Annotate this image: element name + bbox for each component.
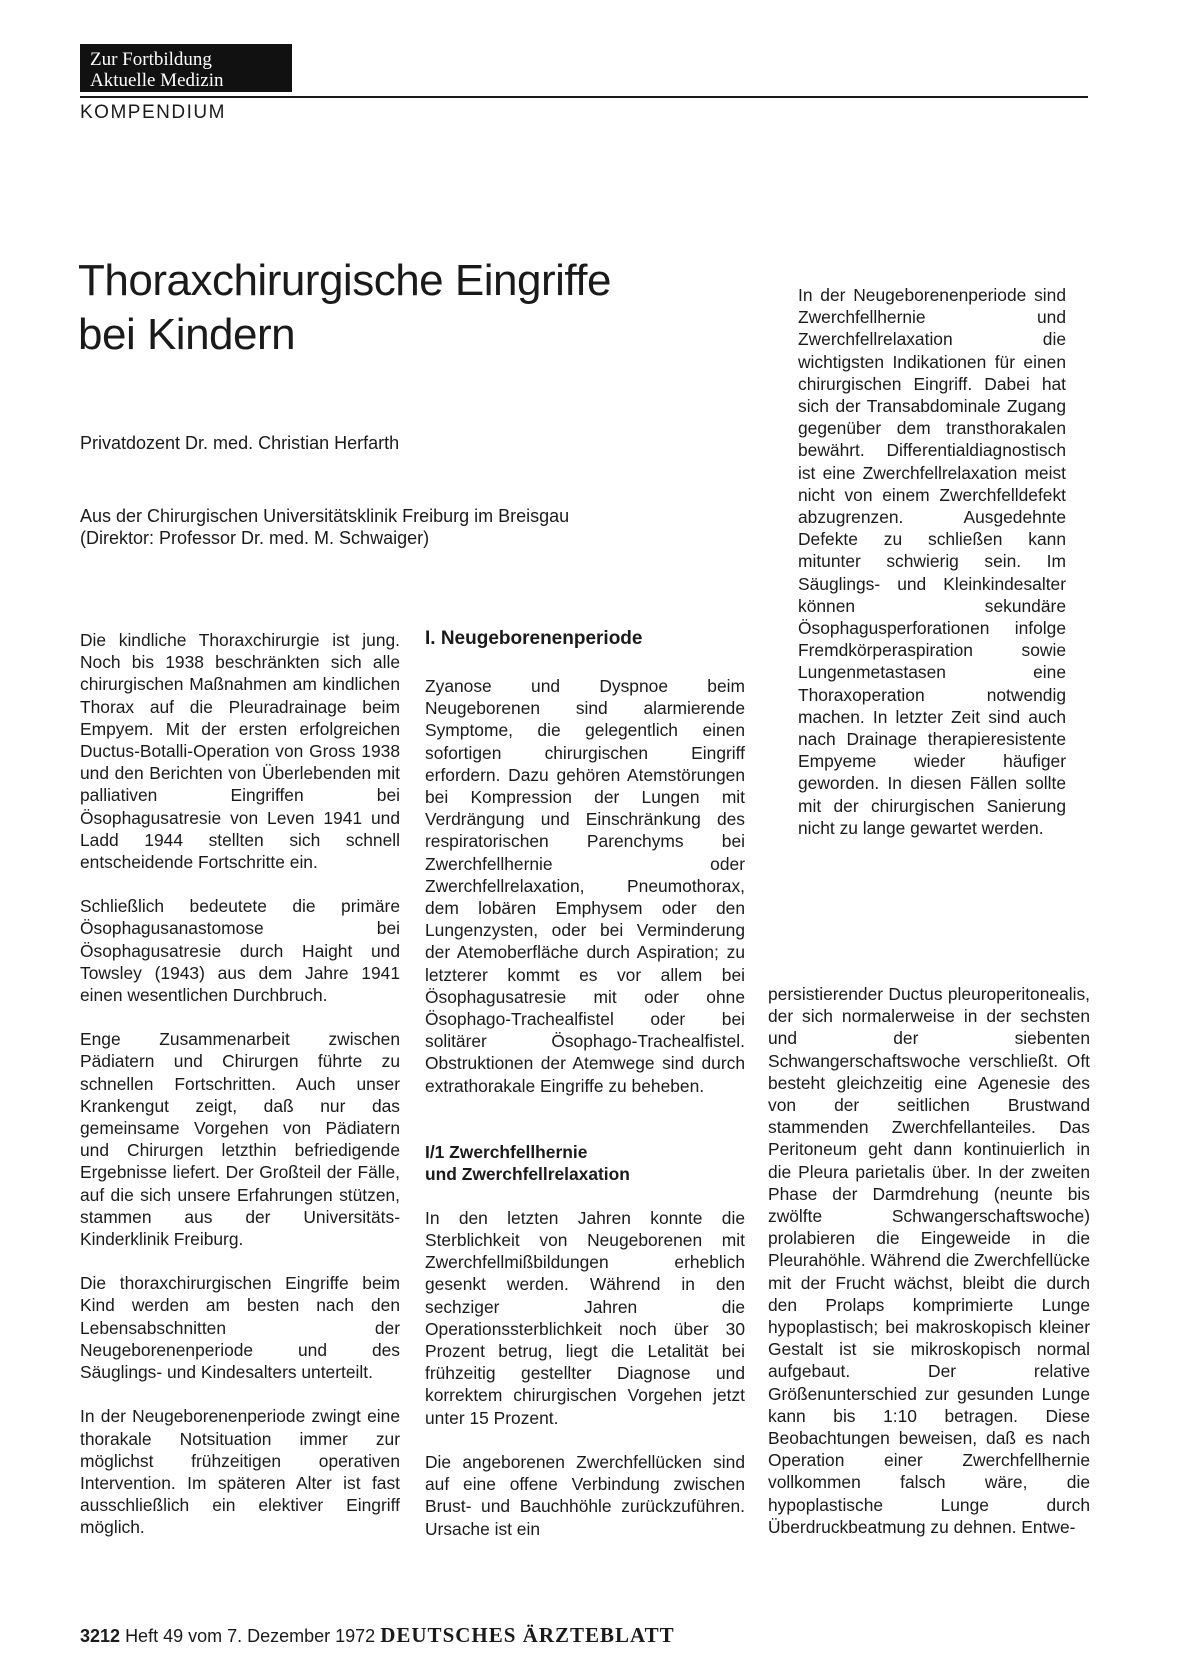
section-heading: I. Neugeborenenperiode [425,628,643,649]
article-affiliation [80,505,569,549]
subheading-line-2: und Zwerchfellrelaxation [425,1163,630,1184]
section-label: KOMPENDIUM [80,102,226,123]
article-title [78,254,611,362]
paragraph: Enge Zusammenarbeit zwischen Pädiatern und Chirurgen führte zu schnellen Fortschritten. Auch unser Krankengut zeigt, daß nur das gemeinsame Vorgehen von Pädiatern und Chirurgen letzthin befriedigende Ergebnisse liefert. Der Großteil der Fälle, auf die sich unsere Erfahrungen stützen, stammen aus der Universitäts-Kinderklinik Freiburg. [80,1029,400,1250]
journal-name: DEUTSCHES ÄRZTEBLATT [380,1623,675,1647]
series-badge [80,44,292,92]
article-author: Privatdozent Dr. med. Christian Herfarth [80,433,400,453]
affiliation-line-2: (Direktor: Professor Dr. med. M. Schwaiger) [80,528,430,548]
paragraph: In der Neugeborenenperiode zwingt eine thorakale Notsituation immer zur möglichst frühzeitigen operativen Intervention. Im späteren Alter ist fast ausschließlich ein elektiver Eingriff möglich. [80,1406,400,1538]
subheading-line-1: I/1 Zwerchfellhernie [425,1141,588,1162]
affiliation-line-1: Aus der Chirurgischen Universitätsklinik Freiburg im Breisgau [80,506,570,526]
paragraph: Die thoraxchirurgischen Eingriffe beim Kind werden am besten nach den Lebensabschnitten der Neugeborenenperiode und des Säuglings- und Kindesalters unterteilt. [80,1273,400,1383]
column-3 [768,983,1090,1560]
paragraph: Schließlich bedeutete die primäre Ösophagusanastomose bei Ösophagusatresie durch Haight und Towsley (1943) aus dem Jahre 1941 einen wesentlichen Durchbruch. [80,896,400,1006]
title-line-1: Thoraxchirurgische Eingriffe [78,256,611,305]
badge-line-1: Zur Fortbildung [90,49,212,70]
paragraph: Die angeborenen Zwerchfellücken sind auf eine offene Verbindung zwischen Brust- und Bauchhöhle zurückzuführen. Ursache ist ein [425,1451,745,1539]
summary-box [798,284,1066,861]
summary-text: In der Neugeborenenperiode sind Zwerchfellhernie und Zwerchfellrelaxation die wichtigsten Indikationen für einen chirurgischen Eingriff. Dabei hat sich der Transabdominale Zugang gegenüber dem transthorakalen bewährt. Differentialdiagnostisch ist eine Zwerchfellrelaxation meist nicht von einem Zwerchfelldefekt abzugrenzen. Ausgedehnte Defekte zu schließen kann mitunter schwierig sein. Im Säuglings- und Kleinkindesalter können sekundäre Ösophagusperforationen infolge Fremdkörperaspiration sowie Lungenmetastasen eine Thoraxoperation notwendig machen. In letzter Zeit sind auch nach Drainage therapieresistente Empyeme wieder häufiger geworden. In diesen Fällen sollte mit der chirurgischen Sanierung nicht zu lange gewartet werden. [798,285,1066,838]
paragraph: persistierender Ductus pleuroperitonealis, der sich normalerweise in der sechsten und der siebenten Schwangerschaftswoche verschließt. Oft besteht gleichzeitig eine Agenesie des von der seitlichen Brustwand stammenden Zwerchfellanteiles. Das Peritoneum geht dann kontinuierlich in die Pleura parietalis über. In der zweiten Phase der Darmdrehung (neunte bis zwölfte Schwangerschaftswoche) prolabieren die Eingeweide in die Pleurahöhle. Während die Zwerchfellücke mit der Frucht wächst, bleibt die durch den Prolaps komprimierte Lunge hypoplastisch; bei makroskopisch kleiner Gestalt ist sie mikroskopisch normal aufgebaut. Der relative Größenunterschied zur gesunden Lunge kann bis 1:10 betragen. Diese Beobachtungen beweisen, daß es nach Operation einer Zwerchfellhernie vollkommen falsch wäre, die hypoplastische Lunge durch Überdruckbeatmung zu dehnen. Entwe- [768,984,1090,1537]
header-rule [80,96,1088,98]
column-2 [425,627,745,1562]
page-number: 3212 [80,1626,121,1646]
badge-line-2: Aktuelle Medizin [90,70,224,91]
subsection-heading [425,1141,745,1185]
paragraph: Die kindliche Thoraxchirurgie ist jung. Noch bis 1938 beschränkten sich alle chirurgischen Maßnahmen am kindlichen Thorax auf die Pleuradrainage beim Empyem. Mit der ersten erfolgreichen Ductus-Botalli-Operation von Gross 1938 und den Berichten von Überlebenden mit palliativen Eingriffen bei Ösophagusatresie von Leven 1941 und Ladd 1944 stellten sich schnell entscheidende Fortschritte ein. [80,630,400,873]
issue-info: Heft 49 vom 7. Dezember 1972 [125,1626,376,1646]
column-1 [80,629,400,1561]
paragraph: Zyanose und Dyspnoe beim Neugeborenen sind alarmierende Symptome, die gelegentlich einen sofortigen chirurgischen Eingriff erfordern. Dazu gehören Atemstörungen bei Kompression der Lungen mit Verdrängung und Einschränkung des respiratorischen Parenchyms bei Zwerchfellhernie oder Zwerchfellrelaxation, Pneumothorax, dem lobären Emphysem oder den Lungenzysten, oder bei Verminderung der Atemoberfläche durch Aspiration; zu letzterer kommt es vor allem bei Ösophagusatresie mit oder ohne Ösophago-Trachealfistel oder bei solitärer Ösophago-Trachealfistel. Obstruktionen der Atemwege sind durch extrathorakale Eingriffe zu beheben. [425,676,745,1096]
page-footer [80,1623,675,1648]
title-line-2: bei Kindern [78,310,296,359]
paragraph: In den letzten Jahren konnte die Sterblichkeit von Neugeborenen mit Zwerchfellmißbildungen erheblich gesenkt werden. Während in den sechziger Jahren die Operationssterblichkeit noch über 30 Prozent betrug, liegt die Letalität bei frühzeitig gestellter Diagnose und korrektem chirurgischen Vorgehen jetzt unter 15 Prozent. [425,1207,745,1428]
